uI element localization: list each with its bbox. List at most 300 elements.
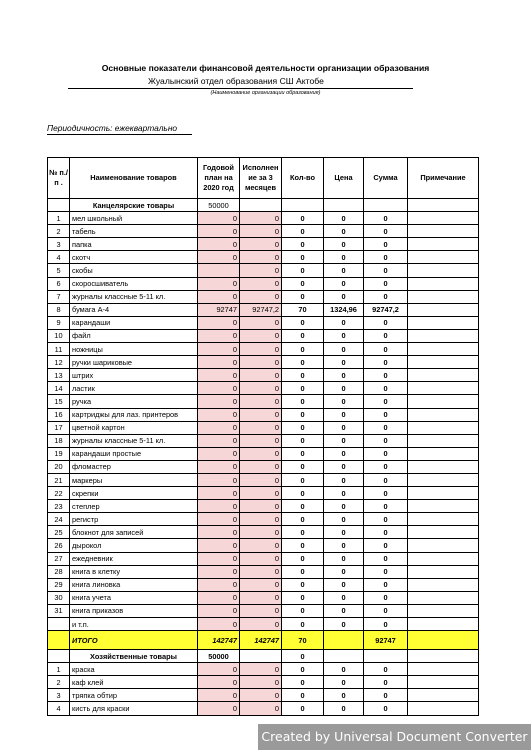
sum-value: 0 bbox=[364, 290, 408, 303]
row-number: 19 bbox=[48, 447, 70, 460]
quantity-value: 0 bbox=[282, 552, 324, 565]
price-value: 0 bbox=[324, 277, 364, 290]
plan-value: 0 bbox=[198, 591, 240, 604]
plan-value: 0 bbox=[198, 382, 240, 395]
total-empty bbox=[48, 631, 70, 650]
price-value: 0 bbox=[324, 212, 364, 225]
price-value: 0 bbox=[324, 460, 364, 473]
note-cell bbox=[408, 565, 479, 578]
quantity-value: 0 bbox=[282, 356, 324, 369]
row-number: 20 bbox=[48, 460, 70, 473]
execution-value: 0 bbox=[240, 421, 282, 434]
execution-value: 0 bbox=[240, 343, 282, 356]
row-number: 17 bbox=[48, 421, 70, 434]
row-number: 3 bbox=[48, 238, 70, 251]
execution-value: 0 bbox=[240, 264, 282, 277]
execution-value: 0 bbox=[240, 395, 282, 408]
note-cell bbox=[408, 212, 479, 225]
col-header-number: № п./п . bbox=[48, 158, 70, 199]
col-header-price: Цена bbox=[324, 158, 364, 199]
note-cell bbox=[408, 539, 479, 552]
empty-cell bbox=[324, 199, 364, 212]
item-name: книга линовка bbox=[70, 578, 198, 591]
execution-value: 0 bbox=[240, 369, 282, 382]
execution-value: 0 bbox=[240, 290, 282, 303]
row-number: 30 bbox=[48, 591, 70, 604]
row-number: 25 bbox=[48, 526, 70, 539]
execution-value: 0 bbox=[240, 689, 282, 702]
row-number: 22 bbox=[48, 487, 70, 500]
plan-value: 0 bbox=[198, 578, 240, 591]
plan-value: 0 bbox=[198, 343, 240, 356]
quantity-value: 0 bbox=[282, 264, 324, 277]
row-number: 2 bbox=[48, 676, 70, 689]
sum-value: 0 bbox=[364, 408, 408, 421]
table-row bbox=[48, 421, 479, 434]
sum-value: 0 bbox=[364, 604, 408, 617]
note-cell bbox=[408, 329, 479, 342]
row-number: 12 bbox=[48, 356, 70, 369]
item-name: и т.п. bbox=[70, 618, 198, 631]
plan-value: 0 bbox=[198, 552, 240, 565]
execution-value: 0 bbox=[240, 277, 282, 290]
quantity-value: 0 bbox=[282, 369, 324, 382]
col-header-execution: Исполнен ие за 3 месяцев bbox=[240, 158, 282, 199]
table-row bbox=[48, 676, 479, 689]
row-number: 13 bbox=[48, 369, 70, 382]
row-number: 28 bbox=[48, 565, 70, 578]
table-row bbox=[48, 369, 479, 382]
item-name: тряпка обтир bbox=[70, 689, 198, 702]
plan-value: 0 bbox=[198, 251, 240, 264]
empty-cell bbox=[282, 199, 324, 212]
table-row bbox=[48, 303, 479, 316]
note-cell bbox=[408, 251, 479, 264]
empty-cell bbox=[408, 650, 479, 663]
section-quantity: 0 bbox=[282, 650, 324, 663]
quantity-value: 0 bbox=[282, 447, 324, 460]
item-name: штрих bbox=[70, 369, 198, 382]
table-row bbox=[48, 663, 479, 676]
item-name: регистр bbox=[70, 513, 198, 526]
row-number: 26 bbox=[48, 539, 70, 552]
plan-value: 0 bbox=[198, 225, 240, 238]
sum-value: 0 bbox=[364, 395, 408, 408]
quantity-value: 0 bbox=[282, 434, 324, 447]
total-execution: 142747 bbox=[240, 631, 282, 650]
quantity-value: 0 bbox=[282, 212, 324, 225]
total-sum: 92747 bbox=[364, 631, 408, 650]
plan-value bbox=[198, 264, 240, 277]
execution-value: 0 bbox=[240, 565, 282, 578]
sum-value: 0 bbox=[364, 225, 408, 238]
sum-value: 0 bbox=[364, 500, 408, 513]
price-value: 0 bbox=[324, 618, 364, 631]
row-number: 5 bbox=[48, 264, 70, 277]
execution-value: 0 bbox=[240, 460, 282, 473]
section-row-household bbox=[48, 650, 479, 663]
plan-value: 92747 bbox=[198, 303, 240, 316]
note-cell bbox=[408, 663, 479, 676]
row-number: 6 bbox=[48, 277, 70, 290]
execution-value: 0 bbox=[240, 382, 282, 395]
execution-value: 0 bbox=[240, 526, 282, 539]
note-cell bbox=[408, 225, 479, 238]
row-number: 9 bbox=[48, 316, 70, 329]
note-cell bbox=[408, 277, 479, 290]
price-value: 0 bbox=[324, 251, 364, 264]
row-number: 24 bbox=[48, 513, 70, 526]
total-quantity: 70 bbox=[282, 631, 324, 650]
section-title: Хозяйственные товары bbox=[70, 650, 198, 663]
organization-hint: (Наименование организации образования) bbox=[210, 90, 321, 96]
quantity-value: 0 bbox=[282, 513, 324, 526]
price-value: 0 bbox=[324, 591, 364, 604]
row-number: 18 bbox=[48, 434, 70, 447]
sum-value: 0 bbox=[364, 487, 408, 500]
plan-value: 0 bbox=[198, 526, 240, 539]
plan-value: 0 bbox=[198, 539, 240, 552]
total-empty bbox=[408, 631, 479, 650]
table-row bbox=[48, 434, 479, 447]
item-name: ножницы bbox=[70, 343, 198, 356]
quantity-value: 0 bbox=[282, 277, 324, 290]
item-name: каф клей bbox=[70, 676, 198, 689]
execution-value: 0 bbox=[240, 316, 282, 329]
quantity-value: 0 bbox=[282, 395, 324, 408]
price-value: 0 bbox=[324, 702, 364, 715]
row-number bbox=[48, 618, 70, 631]
sum-value: 0 bbox=[364, 539, 408, 552]
item-name: журналы классные 5-11 кл. bbox=[70, 434, 198, 447]
table-header-row bbox=[48, 158, 479, 199]
sum-value: 0 bbox=[364, 238, 408, 251]
execution-value: 0 bbox=[240, 500, 282, 513]
plan-value: 0 bbox=[198, 316, 240, 329]
table-row bbox=[48, 408, 479, 421]
item-name: скоросшиватель bbox=[70, 277, 198, 290]
plan-value: 0 bbox=[198, 447, 240, 460]
note-cell bbox=[408, 526, 479, 539]
price-value: 0 bbox=[324, 513, 364, 526]
sum-value: 0 bbox=[364, 447, 408, 460]
sum-value: 0 bbox=[364, 676, 408, 689]
quantity-value: 0 bbox=[282, 565, 324, 578]
table-row bbox=[48, 618, 479, 631]
row-number: 4 bbox=[48, 251, 70, 264]
item-name: папка bbox=[70, 238, 198, 251]
price-value: 0 bbox=[324, 578, 364, 591]
note-cell bbox=[408, 552, 479, 565]
empty-cell bbox=[324, 650, 364, 663]
row-number: 11 bbox=[48, 343, 70, 356]
table-row bbox=[48, 552, 479, 565]
table-row bbox=[48, 500, 479, 513]
periodicity-label: Периодичность: ежеквартально bbox=[47, 123, 178, 133]
table-row bbox=[48, 565, 479, 578]
item-name: картриджы для лаз. принтеров bbox=[70, 408, 198, 421]
note-cell bbox=[408, 702, 479, 715]
finance-table bbox=[47, 157, 479, 716]
quantity-value: 0 bbox=[282, 473, 324, 486]
section-plan: 50000 bbox=[198, 650, 240, 663]
table-row bbox=[48, 578, 479, 591]
table-row bbox=[48, 356, 479, 369]
price-value: 0 bbox=[324, 565, 364, 578]
sum-value: 92747,2 bbox=[364, 303, 408, 316]
item-name: ручка bbox=[70, 395, 198, 408]
empty-cell bbox=[364, 650, 408, 663]
quantity-value: 70 bbox=[282, 303, 324, 316]
price-value: 0 bbox=[324, 369, 364, 382]
quantity-value: 0 bbox=[282, 238, 324, 251]
table-row bbox=[48, 702, 479, 715]
sum-value: 0 bbox=[364, 356, 408, 369]
row-number: 4 bbox=[48, 702, 70, 715]
price-value: 0 bbox=[324, 689, 364, 702]
total-row bbox=[48, 631, 479, 650]
row-number: 31 bbox=[48, 604, 70, 617]
item-name: карандаши простые bbox=[70, 447, 198, 460]
price-value: 0 bbox=[324, 676, 364, 689]
price-value: 0 bbox=[324, 238, 364, 251]
row-number: 16 bbox=[48, 408, 70, 421]
quantity-value: 0 bbox=[282, 225, 324, 238]
note-cell bbox=[408, 500, 479, 513]
table-row bbox=[48, 539, 479, 552]
col-header-note: Примечание bbox=[408, 158, 479, 199]
row-number: 3 bbox=[48, 689, 70, 702]
organization-name: Жуалынский отдел образования СШ Актобе bbox=[148, 76, 324, 86]
item-name: ластик bbox=[70, 382, 198, 395]
item-name: маркеры bbox=[70, 473, 198, 486]
item-name: дырокол bbox=[70, 539, 198, 552]
note-cell bbox=[408, 447, 479, 460]
plan-value: 0 bbox=[198, 212, 240, 225]
execution-value: 0 bbox=[240, 604, 282, 617]
price-value: 0 bbox=[324, 663, 364, 676]
quantity-value: 0 bbox=[282, 604, 324, 617]
quantity-value: 0 bbox=[282, 689, 324, 702]
plan-value: 0 bbox=[198, 290, 240, 303]
note-cell bbox=[408, 395, 479, 408]
sum-value: 0 bbox=[364, 264, 408, 277]
note-cell bbox=[408, 408, 479, 421]
quantity-value: 0 bbox=[282, 663, 324, 676]
price-value: 0 bbox=[324, 225, 364, 238]
price-value: 0 bbox=[324, 316, 364, 329]
row-number: 1 bbox=[48, 663, 70, 676]
plan-value: 0 bbox=[198, 369, 240, 382]
execution-value: 0 bbox=[240, 618, 282, 631]
execution-value: 0 bbox=[240, 539, 282, 552]
col-header-plan: Годовой план на 2020 год bbox=[198, 158, 240, 199]
quantity-value: 0 bbox=[282, 382, 324, 395]
item-name: файл bbox=[70, 329, 198, 342]
row-number: 14 bbox=[48, 382, 70, 395]
sum-value: 0 bbox=[364, 663, 408, 676]
plan-value: 0 bbox=[198, 329, 240, 342]
price-value: 0 bbox=[324, 447, 364, 460]
sum-value: 0 bbox=[364, 552, 408, 565]
quantity-value: 0 bbox=[282, 421, 324, 434]
section-row-stationery bbox=[48, 199, 479, 212]
sum-value: 0 bbox=[364, 369, 408, 382]
note-cell bbox=[408, 676, 479, 689]
col-header-quantity: Кол-во bbox=[282, 158, 324, 199]
table-row bbox=[48, 604, 479, 617]
item-name: кисть для краски bbox=[70, 702, 198, 715]
execution-value: 92747,2 bbox=[240, 303, 282, 316]
note-cell bbox=[408, 382, 479, 395]
plan-value: 0 bbox=[198, 663, 240, 676]
sum-value: 0 bbox=[364, 212, 408, 225]
price-value: 1324,96 bbox=[324, 303, 364, 316]
price-value: 0 bbox=[324, 473, 364, 486]
price-value: 0 bbox=[324, 264, 364, 277]
sum-value: 0 bbox=[364, 251, 408, 264]
note-cell bbox=[408, 369, 479, 382]
sum-value: 0 bbox=[364, 702, 408, 715]
quantity-value: 0 bbox=[282, 316, 324, 329]
execution-value: 0 bbox=[240, 329, 282, 342]
price-value: 0 bbox=[324, 421, 364, 434]
execution-value: 0 bbox=[240, 212, 282, 225]
plan-value: 0 bbox=[198, 277, 240, 290]
price-value: 0 bbox=[324, 408, 364, 421]
total-plan: 142747 bbox=[198, 631, 240, 650]
total-empty bbox=[324, 631, 364, 650]
price-value: 0 bbox=[324, 487, 364, 500]
quantity-value: 0 bbox=[282, 460, 324, 473]
price-value: 0 bbox=[324, 329, 364, 342]
note-cell bbox=[408, 618, 479, 631]
plan-value: 0 bbox=[198, 604, 240, 617]
note-cell bbox=[408, 689, 479, 702]
execution-value: 0 bbox=[240, 702, 282, 715]
plan-value: 0 bbox=[198, 676, 240, 689]
sum-value: 0 bbox=[364, 473, 408, 486]
item-name: скрепки bbox=[70, 487, 198, 500]
table-row bbox=[48, 238, 479, 251]
row-number: 8 bbox=[48, 303, 70, 316]
table-row bbox=[48, 225, 479, 238]
execution-value: 0 bbox=[240, 513, 282, 526]
quantity-value: 0 bbox=[282, 702, 324, 715]
item-name: скотч bbox=[70, 251, 198, 264]
quantity-value: 0 bbox=[282, 676, 324, 689]
execution-value: 0 bbox=[240, 663, 282, 676]
row-number: 27 bbox=[48, 552, 70, 565]
price-value: 0 bbox=[324, 500, 364, 513]
row-number: 29 bbox=[48, 578, 70, 591]
sum-value: 0 bbox=[364, 565, 408, 578]
plan-value: 0 bbox=[198, 421, 240, 434]
item-name: краска bbox=[70, 663, 198, 676]
note-cell bbox=[408, 421, 479, 434]
empty-cell bbox=[240, 199, 282, 212]
plan-value: 0 bbox=[198, 689, 240, 702]
plan-value: 0 bbox=[198, 238, 240, 251]
note-cell bbox=[408, 578, 479, 591]
table-row bbox=[48, 460, 479, 473]
execution-value: 0 bbox=[240, 225, 282, 238]
execution-value: 0 bbox=[240, 591, 282, 604]
item-name: журналы классные 5-11 кл. bbox=[70, 290, 198, 303]
section-plan: 50000 bbox=[198, 199, 240, 212]
table-row bbox=[48, 591, 479, 604]
execution-value: 0 bbox=[240, 552, 282, 565]
sum-value: 0 bbox=[364, 578, 408, 591]
execution-value: 0 bbox=[240, 447, 282, 460]
table-row bbox=[48, 689, 479, 702]
row-number: 1 bbox=[48, 212, 70, 225]
execution-value: 0 bbox=[240, 578, 282, 591]
organization-underline bbox=[68, 88, 413, 89]
total-label: ИТОГО bbox=[70, 631, 198, 650]
table-row bbox=[48, 290, 479, 303]
price-value: 0 bbox=[324, 343, 364, 356]
execution-value: 0 bbox=[240, 487, 282, 500]
quantity-value: 0 bbox=[282, 539, 324, 552]
quantity-value: 0 bbox=[282, 329, 324, 342]
table-row bbox=[48, 264, 479, 277]
note-cell bbox=[408, 343, 479, 356]
quantity-value: 0 bbox=[282, 290, 324, 303]
item-name: блокнот для записей bbox=[70, 526, 198, 539]
table-row bbox=[48, 487, 479, 500]
item-name: табель bbox=[70, 225, 198, 238]
table-row bbox=[48, 447, 479, 460]
sum-value: 0 bbox=[364, 329, 408, 342]
note-cell bbox=[408, 264, 479, 277]
sum-value: 0 bbox=[364, 382, 408, 395]
price-value: 0 bbox=[324, 290, 364, 303]
price-value: 0 bbox=[324, 539, 364, 552]
plan-value: 0 bbox=[198, 500, 240, 513]
price-value: 0 bbox=[324, 552, 364, 565]
table-row bbox=[48, 473, 479, 486]
table-row bbox=[48, 343, 479, 356]
price-value: 0 bbox=[324, 604, 364, 617]
quantity-value: 0 bbox=[282, 343, 324, 356]
plan-value: 0 bbox=[198, 487, 240, 500]
price-value: 0 bbox=[324, 395, 364, 408]
note-cell bbox=[408, 356, 479, 369]
item-name: книга в клетку bbox=[70, 565, 198, 578]
execution-value: 0 bbox=[240, 356, 282, 369]
plan-value: 0 bbox=[198, 513, 240, 526]
item-name: бумага А-4 bbox=[70, 303, 198, 316]
quantity-value: 0 bbox=[282, 251, 324, 264]
plan-value: 0 bbox=[198, 395, 240, 408]
section-number-cell bbox=[48, 199, 70, 212]
periodicity-underline bbox=[47, 134, 192, 135]
note-cell bbox=[408, 473, 479, 486]
note-cell bbox=[408, 487, 479, 500]
empty-cell bbox=[364, 199, 408, 212]
item-name: мел школьный bbox=[70, 212, 198, 225]
item-name: книга учета bbox=[70, 591, 198, 604]
note-cell bbox=[408, 238, 479, 251]
note-cell bbox=[408, 604, 479, 617]
execution-value: 0 bbox=[240, 408, 282, 421]
watermark-banner: Created by Universal Document Converter bbox=[258, 724, 531, 750]
row-number: 15 bbox=[48, 395, 70, 408]
table-row bbox=[48, 329, 479, 342]
col-header-sum: Сумма bbox=[364, 158, 408, 199]
table-row bbox=[48, 212, 479, 225]
